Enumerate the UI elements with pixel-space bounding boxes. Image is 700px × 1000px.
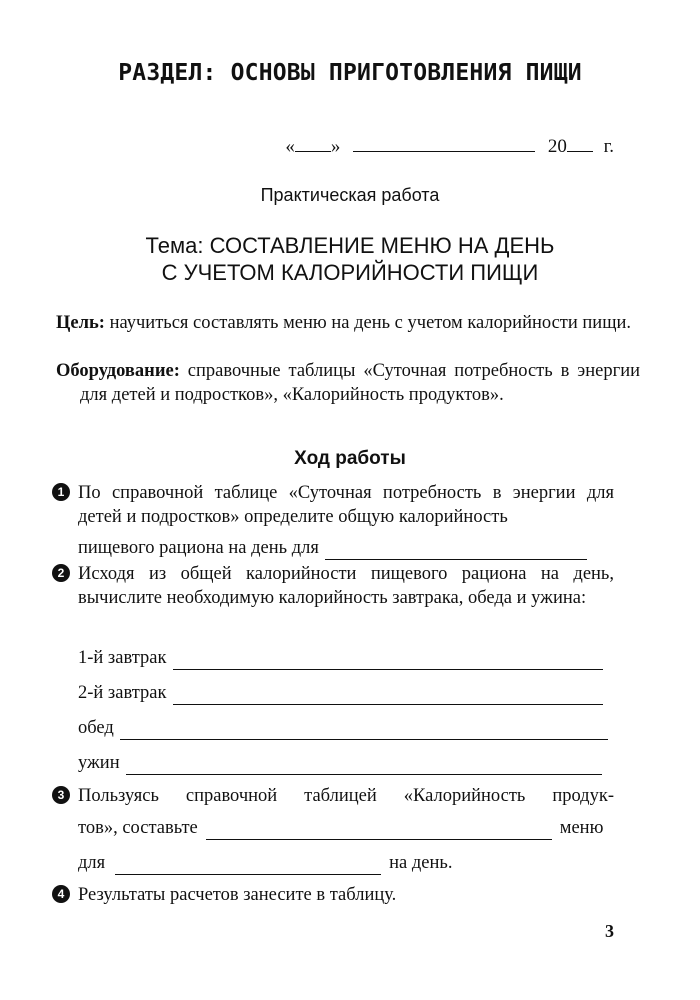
goal-label: Цель: — [56, 313, 105, 333]
step-1-tail-text: пищевого рациона на день для — [78, 538, 319, 558]
meal-blank-2[interactable] — [173, 688, 603, 705]
step-3-blank-2[interactable] — [115, 858, 381, 875]
meal-row-2 — [78, 681, 603, 705]
step-3-line2-a: тов», составьте — [78, 818, 198, 838]
step-3-line3-a: для — [78, 853, 106, 873]
step-3-blank-1[interactable] — [206, 823, 552, 840]
day-blank[interactable] — [295, 137, 331, 152]
step-3 — [52, 784, 614, 808]
date-line — [285, 136, 614, 158]
procedure-title: Ход работы — [294, 448, 406, 469]
topic-line-1: Тема: СОСТАВЛЕНИЕ МЕНЮ НА ДЕНЬ — [145, 233, 555, 258]
meal-blank-1[interactable] — [173, 653, 603, 670]
goal-text: научиться составлять меню на день с учетом калорийности пищи. — [109, 313, 631, 333]
step-3-line-2 — [78, 816, 614, 840]
topic-line-2: С УЧЕТОМ КАЛОРИЙНОСТИ ПИЩИ — [161, 260, 539, 285]
meal-label-3: обед — [78, 718, 114, 738]
step-3-line-3 — [78, 851, 452, 875]
section-title: РАЗДЕЛ: ОСНОВЫ ПРИГОТОВЛЕНИЯ ПИЩИ — [118, 60, 582, 86]
meal-row-3 — [78, 716, 608, 740]
step-1-fill — [78, 536, 587, 560]
equipment-text: справочные таблицы «Суточная потребность в энергии для детей и подростков», «Калорийность продуктов». — [80, 361, 640, 405]
step-3-line2-b: меню — [559, 818, 604, 838]
step-4-text: Результаты расчетов занесите в таблицу. — [78, 885, 397, 905]
year-blank[interactable] — [567, 137, 593, 152]
equipment-paragraph — [56, 359, 640, 407]
meal-row-1 — [78, 646, 603, 670]
meal-blank-4[interactable] — [126, 758, 602, 775]
meal-label-1: 1-й завтрак — [78, 648, 167, 668]
step-4-number-icon: 4 — [52, 885, 70, 903]
step-2-number-icon: 2 — [52, 564, 70, 582]
page-number: 3 — [605, 921, 614, 941]
step-2 — [52, 562, 614, 610]
step-1-blank[interactable] — [325, 543, 587, 560]
meal-row-4 — [78, 751, 602, 775]
meal-label-2: 2-й завтрак — [78, 683, 167, 703]
practical-work-label: Практическая работа — [260, 185, 440, 205]
equipment-label: Оборудование: — [56, 361, 180, 381]
step-1-number-icon: 1 — [52, 483, 70, 501]
step-1 — [52, 481, 614, 529]
month-blank[interactable] — [353, 137, 535, 152]
year-prefix: 20 — [547, 136, 567, 157]
step-3-line3-b: на день. — [389, 853, 453, 873]
step-3-number-icon: 3 — [52, 786, 70, 804]
step-3-text: Пользуясь справочной таблицей «Калорийность продук- — [78, 786, 614, 806]
date-close-quote: » — [330, 136, 341, 157]
date-open-quote: « — [285, 136, 295, 157]
meal-label-4: ужин — [78, 753, 120, 773]
step-2-text: Исходя из общей калорийности пищевого рациона на день, вычислите необходимую калорийность завтрака, обеда и ужина: — [78, 564, 614, 608]
step-1-text: По справочной таблице «Суточная потребность в энергии для детей и подростков» определите общую калорийность — [78, 483, 614, 527]
step-4 — [52, 883, 614, 907]
topic-title — [0, 232, 700, 286]
goal-paragraph — [56, 311, 672, 335]
year-suffix: г. — [603, 136, 614, 157]
meal-blank-3[interactable] — [120, 723, 608, 740]
